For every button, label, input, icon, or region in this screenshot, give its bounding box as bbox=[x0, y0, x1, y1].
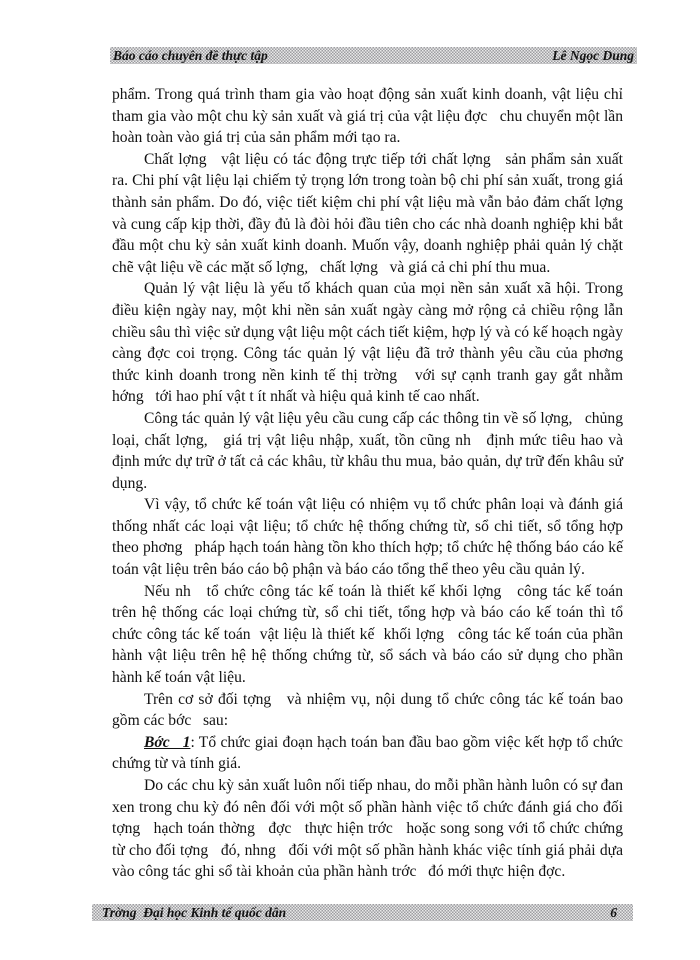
step-text: : Tổ chức giai đoạn hạch toán ban đầu bao gồm việc kết hợp tổ chức chứng từ và tính giá. bbox=[112, 733, 627, 773]
footer-page-number: 6 bbox=[610, 905, 617, 920]
document-body bbox=[112, 84, 635, 883]
body-paragraph: Chất lợng vật liệu có tác động trực tiếp tới chất lợng sản phẩm sản xuất ra. Chi phí vật liệu lại chiếm tỷ trọng lớn trong toàn bộ chi phí sản xuất, trong giá thành sản phẩm. Do đó, việc tiết kiệm chi phí vật liệu mà vẫn bảo đảm chất lợng và cung cấp kịp thời, đầy đủ là đòi hỏi đầu tiên cho các nhà doanh nghiệp khi bắt đầu một chu kỳ sản xuất kinh doanh. Muốn vậy, doanh nghiệp phải quản lý chặt chẽ vật liệu về các mặt số lợng, chất lợng và giá cả chi phí thu mua. bbox=[112, 150, 635, 276]
page-footer-band bbox=[92, 904, 633, 921]
header-author-name: Lê Ngọc Dung bbox=[552, 48, 634, 63]
body-paragraph: Do các chu kỳ sản xuất luôn nối tiếp nhau, do mỗi phần hành luôn có sự đan xen trong chu kỳ đó nên đối với một số phần hành việc tổ chức đánh giá cho đối tợng hạch toán thờng đợc thực hiện trớc hoặc song song với tổ chức chứng từ cho đối tợng đó, nhng đối với một số phần hành khác việc tính giá phải dựa vào công tác ghi sổ tài khoản của phần hành trớc đó mới thực hiện đợc. bbox=[112, 777, 627, 881]
header-report-title: Báo cáo chuyên đề thực tập bbox=[113, 48, 268, 63]
body-paragraph: Nếu nh tổ chức công tác kế toán là thiết kế khối lợng công tác kế toán trên hệ thống các loại chứng từ, sổ chi tiết, tổng hợp và báo cáo kế toán thì tổ chức công tác kế toán vật liệu là thiết kế khối lợng công tác kế toán của phần hành vật liệu trên hệ hệ thống chứng từ, sổ sách và báo cáo sử dụng cho phần hành kế toán vật liệu. bbox=[112, 582, 627, 687]
body-paragraph: phẩm. Trong quá trình tham gia vào hoạt động sản xuất kinh doanh, vật liệu chỉ tham gia vào một chu kỳ sản xuất và giá trị của vật liệu đợc chu chuyển một lần hoàn toàn vào giá trị của sản phẩm mới tạo ra. bbox=[112, 86, 627, 147]
page-header-band bbox=[110, 47, 637, 64]
footer-institution-name: Trờng Đại học Kinh tế quốc dân bbox=[102, 905, 287, 920]
body-paragraph: Vì vậy, tổ chức kế toán vật liệu có nhiệm vụ tổ chức phân loại và đánh giá thống nhất các loại vật liệu; tổ chức hệ thống chứng từ, sổ chi tiết, sổ tổng hợp theo phơng pháp hạch toán hàng tồn kho thích hợp; tổ chức hệ thống báo cáo kế toán vật liệu trên báo cáo bộ phận và báo cáo tổng thể theo yêu cầu quản lý. bbox=[112, 496, 627, 579]
body-paragraph: Quản lý vật liệu là yếu tố khách quan của mọi nền sản xuất xã hội. Trong điều kiện ngày nay, một khi nền sản xuất ngày càng mở rộng cả chiều rộng lẫn chiều sâu thì việc sử dụng vật liệu một cách tiết kiệm, hợp lý và có kế hoạch ngày càng đợc coi trọng. Công tác quản lý vật liệu đã trở thành yêu cầu của phơng thức kinh doanh trong nền kinh tế thị trờng với sự cạnh tranh gay gắt nhằm hớng tới hao phí vật t ít nhất và hiệu quả kinh tế cao nhất. bbox=[112, 280, 635, 406]
body-paragraph-step bbox=[112, 732, 627, 775]
body-paragraph: Công tác quản lý vật liệu yêu cầu cung cấp các thông tin về số lợng, chủng loại, chất lợng, giá trị vật liệu nhập, xuất, tồn cũng nh định mức tiêu hao và định mức dự trữ ở tất cả các khâu, từ khâu thu mua, bảo quản, dự trữ đến khâu sử dụng. bbox=[112, 409, 627, 492]
body-paragraph: Trên cơ sở đối tợng và nhiệm vụ, nội dung tổ chức công tác kế toán bao gồm các bớc sau: bbox=[112, 690, 627, 730]
step-label: Bớc 1 bbox=[144, 733, 191, 751]
